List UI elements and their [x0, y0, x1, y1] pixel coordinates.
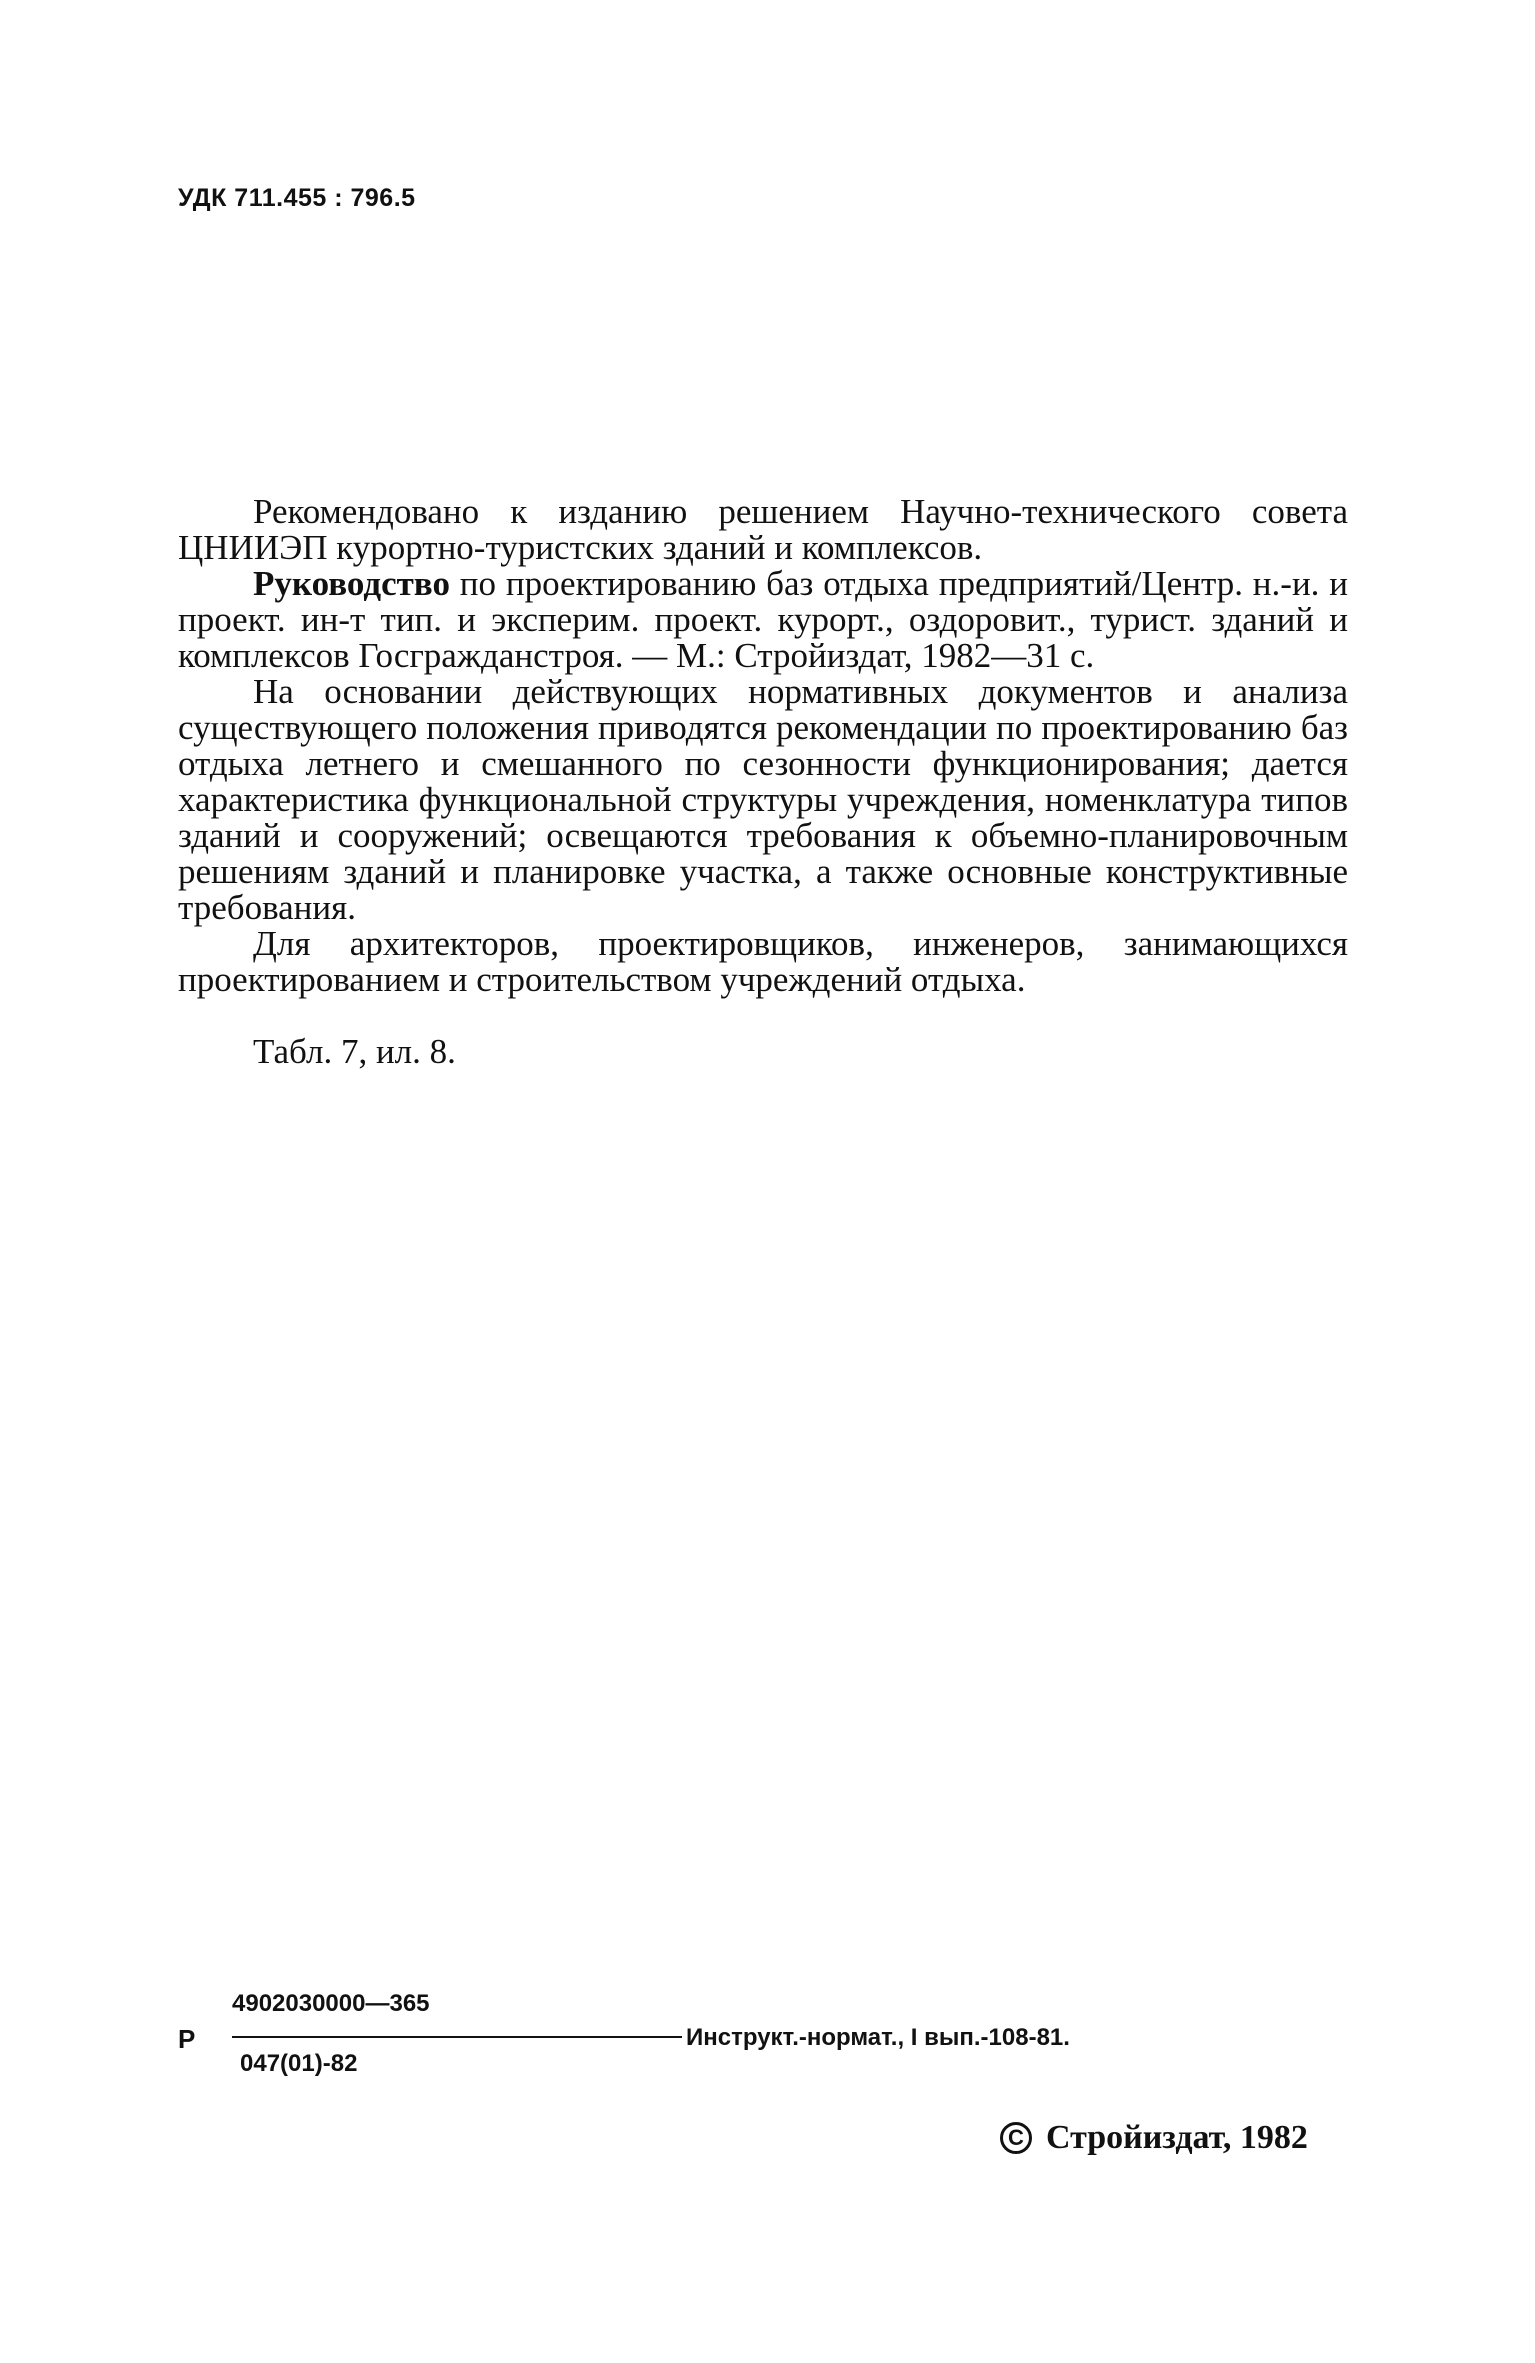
abstract-paragraph: На основании действующих нормативных документов и анализа существующего положения приводятся рекомендации по проектированию баз отдыха летнего и смешанного по сезонности функционирования; дается характеристика функциональной структуры учреждения, номенклатура типов зданий и сооружений; освещаются требования к объемно-планировочным решениям зданий и планировке участка, а также основные конструктивные требования. [178, 672, 1348, 927]
recommendation-paragraph: Рекомендовано к изданию решением Научно-технического совета ЦНИИЭП курортно-туристских зданий и комплексов. [178, 492, 1348, 567]
audience-paragraph: Для архитекторов, проектировщиков, инженеров, занимающихся проектированием и строительством учреждений отдыха. [178, 924, 1348, 999]
imprint-denominator: 047(01)-82 [240, 2050, 358, 2077]
imprint-series: Инструкт.-нормат., I вып.-108-81. [686, 2024, 1070, 2051]
copyright-notice [1000, 2119, 1308, 2157]
udk-code: УДК 711.455 : 796.5 [178, 184, 416, 212]
bibliographic-description: по проектированию баз отдыха предприятий/Центр. н.-и. и проект. ин-т тип. и эксперим. проект. курорт., оздоровит., турист. зданий и комплексов Госгражданстроя. — М.: Стройиздат, 1982—31 с. [178, 564, 1348, 675]
fraction-line [232, 2036, 682, 2038]
imprint-numerator: 4902030000—365 [232, 1990, 430, 2017]
bibliographic-paragraph [178, 566, 1348, 674]
copyright-icon: C [1000, 2122, 1032, 2154]
copyright-text: Стройиздат, 1982 [1046, 2119, 1308, 2156]
bibliographic-title: Руководство [253, 564, 450, 603]
publication-imprint [178, 1990, 1278, 2077]
annotation-block [178, 494, 1348, 1070]
tables-figures-count: Табл. 7, ил. 8. [253, 1032, 456, 1071]
imprint-letter: Р [178, 2024, 196, 2054]
